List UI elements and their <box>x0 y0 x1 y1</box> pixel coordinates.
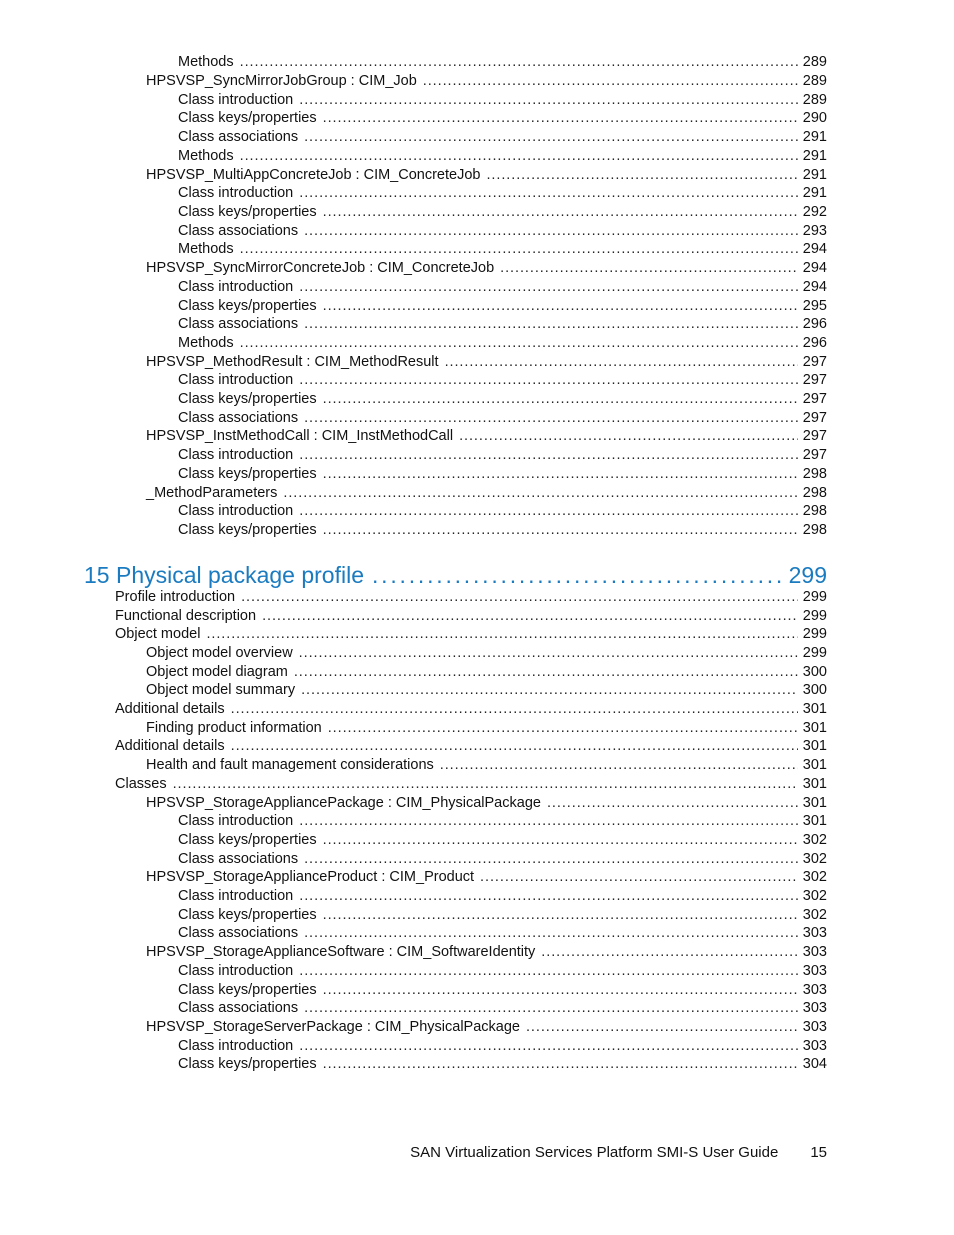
toc-entry[interactable] <box>146 427 827 446</box>
toc-entry-page: 299 <box>802 626 827 642</box>
toc-entry-label: HPSVSP_SyncMirrorJobGroup : CIM_Job <box>146 73 417 89</box>
toc-entry-label: Object model <box>115 626 201 642</box>
toc-entry-page: 304 <box>802 1056 827 1072</box>
toc-entry[interactable] <box>178 465 827 484</box>
dot-leader <box>323 1055 798 1074</box>
toc-entry-label: Class associations <box>178 223 299 239</box>
toc-entry[interactable] <box>178 240 827 259</box>
dot-leader <box>323 109 798 128</box>
toc-entry[interactable] <box>178 962 827 981</box>
toc-entry[interactable] <box>146 644 827 663</box>
dot-leader <box>304 924 798 943</box>
dot-leader <box>323 465 798 484</box>
toc-entry-page: 302 <box>802 851 827 867</box>
dot-leader <box>547 794 798 813</box>
toc-entry-label: Class associations <box>178 410 299 426</box>
toc-entry-label: Class keys/properties <box>178 1056 317 1072</box>
toc-entry-label: Class keys/properties <box>178 391 317 407</box>
toc-entry-label: Class keys/properties <box>178 907 317 923</box>
toc-entry-page: 297 <box>802 428 827 444</box>
dot-leader <box>486 166 797 185</box>
toc-entry-page: 296 <box>802 316 827 332</box>
page-footer <box>410 1143 827 1163</box>
toc-entry[interactable] <box>178 502 827 521</box>
dot-leader <box>304 850 798 869</box>
toc-entry-page: 302 <box>802 907 827 923</box>
dot-leader <box>480 868 798 887</box>
toc-entry-label: Methods <box>178 148 234 164</box>
chapter-page: 299 <box>788 562 827 588</box>
dot-leader <box>323 981 798 1000</box>
dot-leader <box>526 1018 798 1037</box>
toc-entry[interactable] <box>115 588 827 607</box>
toc-entry-label: Class keys/properties <box>178 466 317 482</box>
dot-leader <box>241 588 798 607</box>
toc-entry[interactable] <box>178 53 827 72</box>
dot-leader <box>304 409 798 428</box>
toc-entry-page: 294 <box>802 279 827 295</box>
dot-leader <box>299 91 798 110</box>
toc-entry-page: 302 <box>802 869 827 885</box>
toc-entry-page: 299 <box>802 645 827 661</box>
toc-entry-page: 300 <box>802 664 827 680</box>
toc-entry[interactable] <box>178 850 827 869</box>
toc-entry[interactable] <box>178 371 827 390</box>
dot-leader <box>323 297 798 316</box>
toc-entry[interactable] <box>146 756 827 775</box>
dot-leader <box>423 72 798 91</box>
chapter-title: 15 Physical package profile <box>84 562 364 588</box>
toc-entry-page: 297 <box>802 410 827 426</box>
toc-entry[interactable] <box>178 334 827 353</box>
toc-entry[interactable] <box>178 887 827 906</box>
toc-entry[interactable] <box>178 390 827 409</box>
toc-entry-label: Object model diagram <box>146 664 288 680</box>
toc-entry-page: 297 <box>802 354 827 370</box>
dot-leader <box>372 560 783 590</box>
toc-entry-page: 303 <box>802 1038 827 1054</box>
toc-entry-page: 291 <box>802 129 827 145</box>
toc-entry-label: Methods <box>178 54 234 70</box>
toc-entry[interactable] <box>178 521 827 540</box>
toc-entry[interactable] <box>146 1018 827 1037</box>
dot-leader <box>500 259 798 278</box>
toc-entry-page: 297 <box>802 372 827 388</box>
toc-entry-page: 299 <box>802 608 827 624</box>
dot-leader <box>231 700 798 719</box>
toc-entry[interactable] <box>115 775 827 794</box>
dot-leader <box>299 184 798 203</box>
toc-entry-label: Object model summary <box>146 682 296 698</box>
dot-leader <box>240 53 798 72</box>
toc-entry-label: Class keys/properties <box>178 522 317 538</box>
toc-entry-page: 302 <box>802 832 827 848</box>
toc-entry-label: Class associations <box>178 1000 299 1016</box>
toc-entry[interactable] <box>178 91 827 110</box>
toc-entry-label: Class introduction <box>178 503 294 519</box>
dot-leader <box>299 446 798 465</box>
dot-leader <box>304 128 798 147</box>
toc-entry-page: 291 <box>802 185 827 201</box>
toc-entry-label: Class introduction <box>178 279 294 295</box>
toc-entry[interactable] <box>146 259 827 278</box>
toc-entry[interactable] <box>115 737 827 756</box>
toc-entry-page: 300 <box>802 682 827 698</box>
dot-leader <box>240 240 798 259</box>
toc-entry-page: 301 <box>802 720 827 736</box>
toc-entry-label: Class introduction <box>178 888 294 904</box>
toc-entry-page: 293 <box>802 223 827 239</box>
toc-entry[interactable] <box>146 72 827 91</box>
dot-leader <box>299 812 798 831</box>
toc-entry[interactable] <box>178 203 827 222</box>
toc-entry-label: Classes <box>115 776 167 792</box>
toc-entry-page: 301 <box>802 795 827 811</box>
toc-entry[interactable] <box>178 924 827 943</box>
chapter-heading[interactable] <box>84 560 827 590</box>
dot-leader <box>173 775 798 794</box>
toc-entry-page: 301 <box>802 776 827 792</box>
toc-entry-label: Class associations <box>178 316 299 332</box>
toc-entry-page: 289 <box>802 73 827 89</box>
toc-entry[interactable] <box>178 831 827 850</box>
dot-leader <box>328 719 798 738</box>
toc-entry[interactable] <box>178 409 827 428</box>
dot-leader <box>299 962 798 981</box>
toc-entry-page: 294 <box>802 260 827 276</box>
toc-entry-label: HPSVSP_StorageAppliancePackage : CIM_PhysicalPackage <box>146 795 541 811</box>
toc-entry-page: 303 <box>802 1000 827 1016</box>
toc-entry[interactable] <box>178 222 827 241</box>
toc-entry-label: HPSVSP_InstMethodCall : CIM_InstMethodCall <box>146 428 454 444</box>
toc-entry-label: Health and fault management considerations <box>146 757 434 773</box>
toc-entry-label: Methods <box>178 335 234 351</box>
dot-leader <box>440 756 798 775</box>
toc-entry[interactable] <box>178 1055 827 1074</box>
dot-leader <box>299 1037 798 1056</box>
toc-entry[interactable] <box>178 147 827 166</box>
toc-entry[interactable] <box>146 794 827 813</box>
toc-entry-page: 301 <box>802 757 827 773</box>
dot-leader <box>304 315 798 334</box>
dot-leader <box>323 831 798 850</box>
toc-entry-label: Class introduction <box>178 1038 294 1054</box>
toc-entry[interactable] <box>146 166 827 185</box>
toc-entry-page: 290 <box>802 110 827 126</box>
toc-entry-page: 301 <box>802 813 827 829</box>
toc-entry-label: Class keys/properties <box>178 982 317 998</box>
toc-entry-page: 298 <box>802 522 827 538</box>
toc-entry-label: Class introduction <box>178 92 294 108</box>
toc-entry[interactable] <box>178 278 827 297</box>
toc-entry[interactable] <box>178 297 827 316</box>
toc-entry-page: 295 <box>802 298 827 314</box>
toc-entry[interactable] <box>178 906 827 925</box>
dot-leader <box>283 484 797 503</box>
toc-entry[interactable] <box>146 943 827 962</box>
toc-entry-label: Profile introduction <box>115 589 236 605</box>
dot-leader <box>262 607 798 626</box>
toc-entry-page: 296 <box>802 335 827 351</box>
toc-entry-page: 289 <box>802 92 827 108</box>
toc-entry-page: 292 <box>802 204 827 220</box>
dot-leader <box>445 353 798 372</box>
toc-entry[interactable] <box>178 128 827 147</box>
footer-title: SAN Virtualization Services Platform SMI-S User Guide <box>410 1144 779 1161</box>
toc-entry-label: Class introduction <box>178 813 294 829</box>
toc-entry-page: 291 <box>802 167 827 183</box>
toc-entry[interactable] <box>146 868 827 887</box>
dot-leader <box>299 371 798 390</box>
toc-entry-label: _MethodParameters <box>146 485 278 501</box>
dot-leader <box>301 681 798 700</box>
toc-entry-label: Class introduction <box>178 185 294 201</box>
dot-leader <box>323 906 798 925</box>
toc-entry[interactable] <box>146 663 827 682</box>
toc-entry-page: 289 <box>802 54 827 70</box>
dot-leader <box>304 999 798 1018</box>
toc-entry[interactable] <box>115 607 827 626</box>
toc-entry-page: 298 <box>802 503 827 519</box>
dot-leader <box>299 644 798 663</box>
toc-entry-page: 303 <box>802 925 827 941</box>
dot-leader <box>299 887 798 906</box>
toc-entry-page: 298 <box>802 485 827 501</box>
dot-leader <box>323 521 798 540</box>
toc-entry-page: 294 <box>802 241 827 257</box>
toc-entry-page: 301 <box>802 738 827 754</box>
toc-entry-page: 291 <box>802 148 827 164</box>
toc-entry[interactable] <box>178 999 827 1018</box>
dot-leader <box>323 203 798 222</box>
toc-entry-label: HPSVSP_StorageApplianceSoftware : CIM_SoftwareIdentity <box>146 944 536 960</box>
toc-entry-page: 303 <box>802 963 827 979</box>
toc-entry[interactable] <box>115 625 827 644</box>
toc-entry-page: 302 <box>802 888 827 904</box>
toc-entry[interactable] <box>146 484 827 503</box>
toc-entry-label: Class associations <box>178 925 299 941</box>
toc-entry-label: Finding product information <box>146 720 322 736</box>
toc-entry-label: Class introduction <box>178 963 294 979</box>
toc-entry[interactable] <box>178 109 827 128</box>
toc-entry-label: Class introduction <box>178 372 294 388</box>
toc-entry-page: 301 <box>802 701 827 717</box>
dot-leader <box>323 390 798 409</box>
toc-entry-label: Object model overview <box>146 645 293 661</box>
footer-page-number: 15 <box>810 1144 827 1161</box>
toc-entry-page: 298 <box>802 466 827 482</box>
toc-entry-page: 303 <box>802 944 827 960</box>
dot-leader <box>240 334 798 353</box>
toc-entry-label: Additional details <box>115 701 225 717</box>
dot-leader <box>299 278 798 297</box>
toc-entry-label: HPSVSP_SyncMirrorConcreteJob : CIM_ConcreteJob <box>146 260 495 276</box>
toc-entry[interactable] <box>178 1037 827 1056</box>
toc-entry-label: HPSVSP_StorageServerPackage : CIM_PhysicalPackage <box>146 1019 520 1035</box>
toc-entry-label: Functional description <box>115 608 257 624</box>
toc-entry-label: Class keys/properties <box>178 204 317 220</box>
dot-leader <box>304 222 798 241</box>
toc-entry-label: HPSVSP_MethodResult : CIM_MethodResult <box>146 354 439 370</box>
toc-entry-label: HPSVSP_MultiAppConcreteJob : CIM_ConcreteJob <box>146 167 481 183</box>
dot-leader <box>299 502 798 521</box>
toc-entry[interactable] <box>178 981 827 1000</box>
toc-entry-label: Class associations <box>178 129 299 145</box>
toc-entry[interactable] <box>178 315 827 334</box>
dot-leader <box>206 625 797 644</box>
toc-entry-page: 303 <box>802 1019 827 1035</box>
toc-entry-label: Class keys/properties <box>178 110 317 126</box>
toc-entry[interactable] <box>115 700 827 719</box>
toc-entry-label: Class keys/properties <box>178 298 317 314</box>
dot-leader <box>541 943 798 962</box>
toc-entry[interactable] <box>178 446 827 465</box>
toc-entry-label: Class keys/properties <box>178 832 317 848</box>
dot-leader <box>231 737 798 756</box>
dot-leader <box>294 663 798 682</box>
toc-entry-page: 303 <box>802 982 827 998</box>
dot-leader <box>459 427 798 446</box>
toc-entry-label: Additional details <box>115 738 225 754</box>
dot-leader <box>240 147 798 166</box>
toc-entry-label: HPSVSP_StorageApplianceProduct : CIM_Product <box>146 869 475 885</box>
toc-entry-label: Methods <box>178 241 234 257</box>
toc-entry-page: 297 <box>802 391 827 407</box>
toc-entry[interactable] <box>146 353 827 372</box>
toc-entry-page: 299 <box>802 589 827 605</box>
toc-entry-label: Class introduction <box>178 447 294 463</box>
toc-entry[interactable] <box>146 719 827 738</box>
toc-entry[interactable] <box>178 184 827 203</box>
toc-entry[interactable] <box>146 681 827 700</box>
toc-entry-page: 297 <box>802 447 827 463</box>
toc-entry[interactable] <box>178 812 827 831</box>
toc-entry-label: Class associations <box>178 851 299 867</box>
